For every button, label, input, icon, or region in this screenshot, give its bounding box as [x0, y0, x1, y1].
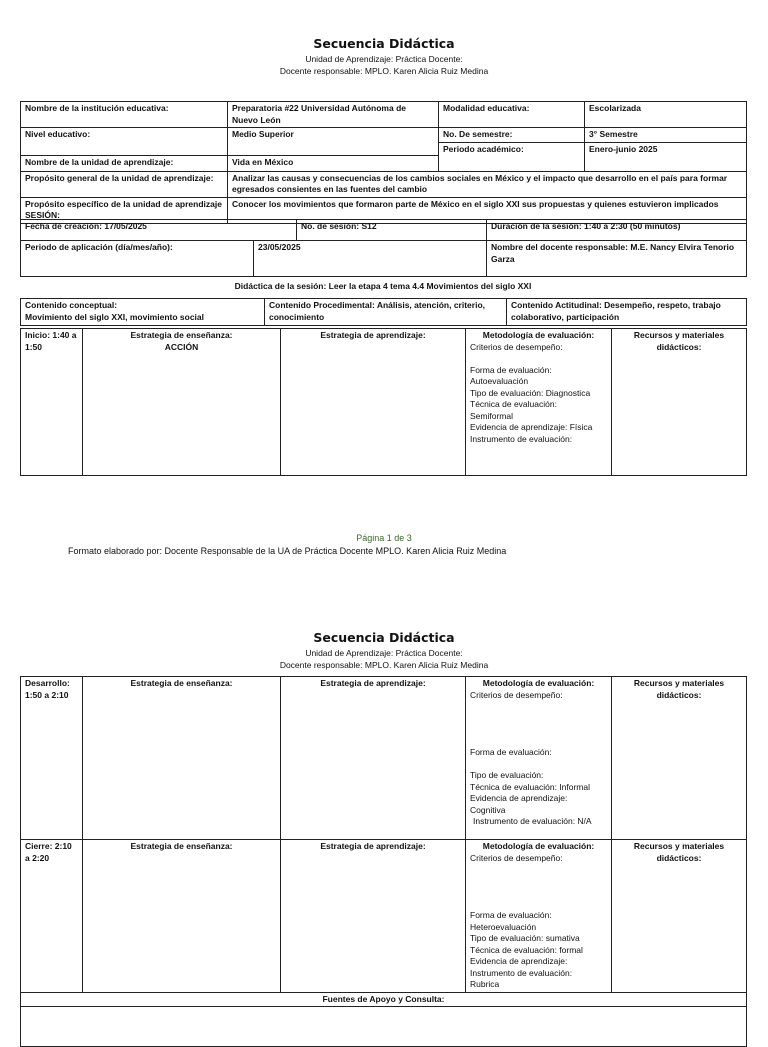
sources-header: Fuentes de Apoyo y Consulta: [21, 992, 747, 1007]
cierre-instrument: Instrumento de evaluación: [470, 967, 573, 978]
format-credit: Formato elaborado por: Docente Responsable de la UA de Práctica Docente MPLO. Karen Alicia Ruiz Medina [68, 546, 507, 556]
inicio-learning: Estrategia de aprendizaje: [281, 329, 466, 476]
page-number: Página 1 de 3 [356, 533, 412, 543]
modality-value: Escolarizada [585, 102, 747, 128]
cierre-form-value: Heteroevaluación [470, 921, 537, 932]
specific-purpose-value: Conocer los movimientos que formaron parte de México en el siglo XXI sus propuestas y quienes estuvieron implicados [228, 197, 747, 223]
cierre-criteria: Criterios de desempeño: [470, 852, 563, 863]
level-label: Nivel educativo: [21, 128, 228, 156]
page-title-2: Secuencia Didáctica [313, 630, 455, 645]
inicio-form-value: Autoevaluación [470, 376, 529, 386]
institution-value: Preparatoria #22 Universidad Autónoma de Nuevo León [228, 102, 439, 128]
desarrollo-evidence-value: Cognitiva [470, 804, 506, 815]
desarrollo-evidence: Evidencia de aprendizaje: [470, 793, 568, 803]
inicio-methodology-label: Metodología de evaluación: [482, 330, 595, 340]
session-info-table [20, 219, 747, 277]
desarrollo-form: Forma de evaluación: [470, 747, 552, 757]
inicio-methodology [466, 329, 612, 476]
session-title: Didáctica de la sesión: Leer la etapa 4 tema 4.4 Movimientos del siglo XXI [234, 281, 532, 291]
inicio-technique-value: Semiformal [470, 410, 513, 421]
creation-date: Fecha de creación: 17/05/2025 [21, 220, 297, 241]
specific-purpose-label: Propósito específico de la unidad de aprendizaje SESIÓN: [21, 197, 228, 223]
conceptual-label: Contenido conceptual: [25, 300, 118, 310]
desarrollo-time: Desarrollo: 1:50 a 2:10 [21, 677, 83, 840]
period-label: Periodo académico: [439, 142, 585, 171]
cierre-teaching: Estrategia de enseñanza: [83, 840, 281, 993]
inicio-criteria: Criterios de desempeño: [470, 341, 563, 352]
cierre-resources: Recursos y materiales didácticos: [612, 840, 747, 993]
teacher-subtitle-2: Docente responsable: MPLO. Karen Alicia Ruiz Medina [279, 660, 489, 670]
period-value: Enero-junio 2025 [585, 142, 747, 171]
inicio-evidence: Evidencia de aprendizaje: Física [470, 422, 593, 432]
cierre-methodology [466, 840, 612, 993]
cierre-type: Tipo de evaluación: sumativa [470, 933, 580, 943]
general-purpose-value: Analizar las causas y consecuencias de los cambios sociales en México y el impacto que desarrollo en el país para formar egresados consientes en las fuentes del cambio [228, 171, 747, 197]
modality-label: Modalidad educativa: [439, 102, 585, 128]
desarrollo-instrument: Instrumento de evaluación: N/A [473, 816, 592, 826]
application-label: Periodo de aplicación (día/mes/año): [21, 241, 254, 277]
inicio-teaching-label: Estrategia de enseñanza: [130, 330, 233, 340]
session-duration: Duración de la sesión: 1:40 a 2:30 (50 minutos) [487, 220, 747, 241]
desarrollo-type: Tipo de evaluación: [470, 770, 544, 780]
desarrollo-methodology [466, 677, 612, 840]
semester-value: 3° Semestre [585, 128, 747, 143]
conceptual-value: Movimiento del siglo XXI, movimiento social [25, 311, 205, 322]
inicio-time: Inicio: 1:40 a 1:50 [21, 329, 83, 476]
inicio-technique: Técnica de evaluación: [470, 399, 557, 409]
institution-label: Nombre de la institución educativa: [21, 102, 228, 128]
contents-table [20, 298, 747, 326]
inicio-resources: Recursos y materiales didácticos: [612, 329, 747, 476]
semester-label: No. De semestre: [439, 128, 585, 143]
desarrollo-technique: Técnica de evaluación: Informal [470, 781, 591, 792]
cierre-instrument-value: Rubrica [470, 979, 500, 989]
inicio-teaching-extra: ACCIÓN [164, 341, 199, 352]
general-purpose-label: Propósito general de la unidad de aprendizaje: [21, 171, 228, 197]
cierre-methodology-label: Metodología de evaluación: [482, 841, 595, 851]
session-number: No. de sesión: S12 [297, 220, 487, 241]
inicio-type: Tipo de evaluación: Diagnostica [470, 387, 591, 398]
cierre-time: Cierre: 2:10 a 2:20 [21, 840, 83, 993]
info-table [20, 101, 747, 224]
unit-value: Vida en México [228, 155, 439, 171]
sources-content [21, 1007, 747, 1047]
desarrollo-cierre-table [20, 676, 747, 1047]
responsible-teacher: Nombre del docente responsable: M.E. Nancy Elvira Tenorio Garza [487, 241, 747, 277]
teacher-subtitle: Docente responsable: MPLO. Karen Alicia Ruiz Medina [279, 66, 489, 76]
procedimental-content: Contenido Procedimental: Análisis, atención, criterio, conocimiento [265, 299, 507, 326]
actitudinal-content: Contenido Actitudinal: Desempeño, respeto, trabajo colaborativo, participación [507, 299, 747, 326]
cierre-evidence: Evidencia de aprendizaje: [470, 956, 568, 966]
inicio-teaching [83, 329, 281, 476]
cierre-technique: Técnica de evaluación: formal [470, 944, 583, 955]
inicio-instrument: Instrumento de evaluación: [470, 433, 573, 444]
inicio-table [20, 328, 747, 476]
desarrollo-methodology-label: Metodología de evaluación: [482, 678, 595, 688]
desarrollo-teaching: Estrategia de enseñanza: [83, 677, 281, 840]
desarrollo-criteria: Criterios de desempeño: [470, 689, 563, 700]
inicio-form: Forma de evaluación: [470, 364, 552, 375]
desarrollo-resources: Recursos y materiales didácticos: [612, 677, 747, 840]
unit-subtitle-2: Unidad de Aprendizaje: Práctica Docente: [305, 648, 463, 658]
unit-subtitle: Unidad de Aprendizaje: Práctica Docente: [305, 54, 463, 64]
cierre-form: Forma de evaluación: [470, 910, 552, 920]
page-title: Secuencia Didáctica [313, 36, 455, 51]
conceptual-content [21, 299, 265, 326]
unit-label: Nombre de la unidad de aprendizaje: [21, 155, 228, 171]
cierre-learning: Estrategia de aprendizaje: [281, 840, 466, 993]
desarrollo-learning: Estrategia de aprendizaje: [281, 677, 466, 840]
application-value: 23/05/2025 [254, 241, 487, 277]
level-value: Medio Superior [228, 128, 439, 156]
